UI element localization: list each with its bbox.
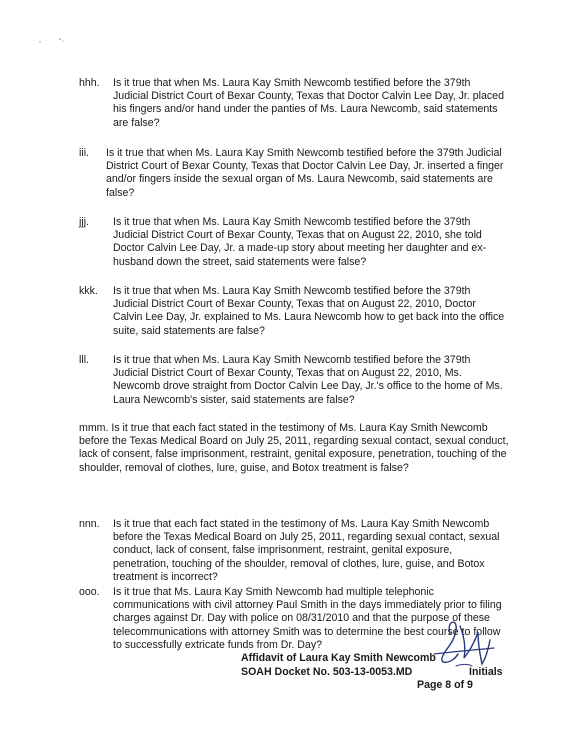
question-label: nnn. — [79, 518, 100, 530]
docket-line: SOAH Docket No. 503-13-0053.MD — [241, 666, 413, 678]
question-text: Is it true that Ms. Laura Kay Smith Newcomb had multiple telephonic communications with civil attorney Paul Smith in the days immediately prior to filing charges against Dr. Day with police on 08/31/2010 and that the purpose of these telecommunications with attorney Smith was to determine the best course to follow to successfully extricate funds from Dr. Day? — [113, 586, 502, 651]
page-number: Page 8 of 9 — [417, 679, 473, 691]
question-text: Is it true that when Ms. Laura Kay Smith Newcomb testified before the 379th Judicial District Court of Bexar County, Texas that Doctor Calvin Lee Day, Jr. placed his fingers and/or hand under the panties of Ms. Laura Newcomb, said statements are false? — [113, 77, 504, 129]
question-label: hhh. — [79, 77, 100, 89]
question-label: kkk. — [79, 285, 98, 297]
affidavit-line: Affidavit of Laura Kay Smith Newcomb — [241, 652, 436, 664]
question-label: iii. — [79, 147, 90, 159]
footer-block — [241, 651, 503, 691]
question-text: Is it true that when Ms. Laura Kay Smith Newcomb testified before the 379th Judicial District Court of Bexar County, Texas that on August 22, 2010, Doctor Calvin Lee Day, Jr. explained to Ms. Laura Newcomb how to get back into the office suite, said statements are false? — [113, 285, 505, 337]
question-text: Is it true that each fact stated in the testimony of Ms. Laura Kay Smith Newcomb before the Texas Medical Board on July 25, 2011, regarding sexual contact, sexual conduct, lack of consent, false imprisonment, restraint, genital exposure, penetration, touching of the shoulder, removal of clothes, lure, guise, and Botox treatment is incorrect? — [113, 518, 500, 583]
question-text: Is it true that when Ms. Laura Kay Smith Newcomb testified before the 379th Judicial District Court of Bexar County, Texas that on August 22, 2010, Ms. Newcomb drove straight from Doctor Calvin Lee Day, Jr.'s office to the home of Ms. Laura Newcomb's sister, said statements are false? — [113, 354, 503, 406]
initials-label: Initials — [469, 666, 503, 678]
question-label: lll. — [79, 354, 90, 366]
question-text: Is it true that when Ms. Laura Kay Smith Newcomb testified before the 379th Judicial District Court of Bexar County, Texas that on August 22, 2010, she told Doctor Calvin Lee Day, Jr. a made-up story about meeting her daughter and ex-husband down the street, said statements were false? — [113, 216, 487, 268]
question-label: mmm. — [79, 422, 109, 434]
scan-specks — [38, 36, 78, 46]
question-body: Is it true that each fact stated in the testimony of Ms. Laura Kay Smith Newcomb before the Texas Medical Board on July 25, 2011, regarding sexual contact, sexual conduct, lack of consent, false imprisonment, restraint, genital exposure, penetration, touching of the shoulder, removal of clothes, lure, guise, and Botox treatment is false? — [79, 422, 509, 474]
question-label: ooo. — [79, 586, 100, 598]
question-text — [79, 422, 509, 475]
question-label: jjj. — [79, 216, 90, 228]
question-text: Is it true that when Ms. Laura Kay Smith Newcomb testified before the 379th Judicial District Court of Bexar County, Texas that Doctor Calvin Lee Day, Jr. inserted a finger and/or fingers inside the sexual organ of Ms. Laura Newcomb, said statements are false? — [106, 147, 504, 199]
